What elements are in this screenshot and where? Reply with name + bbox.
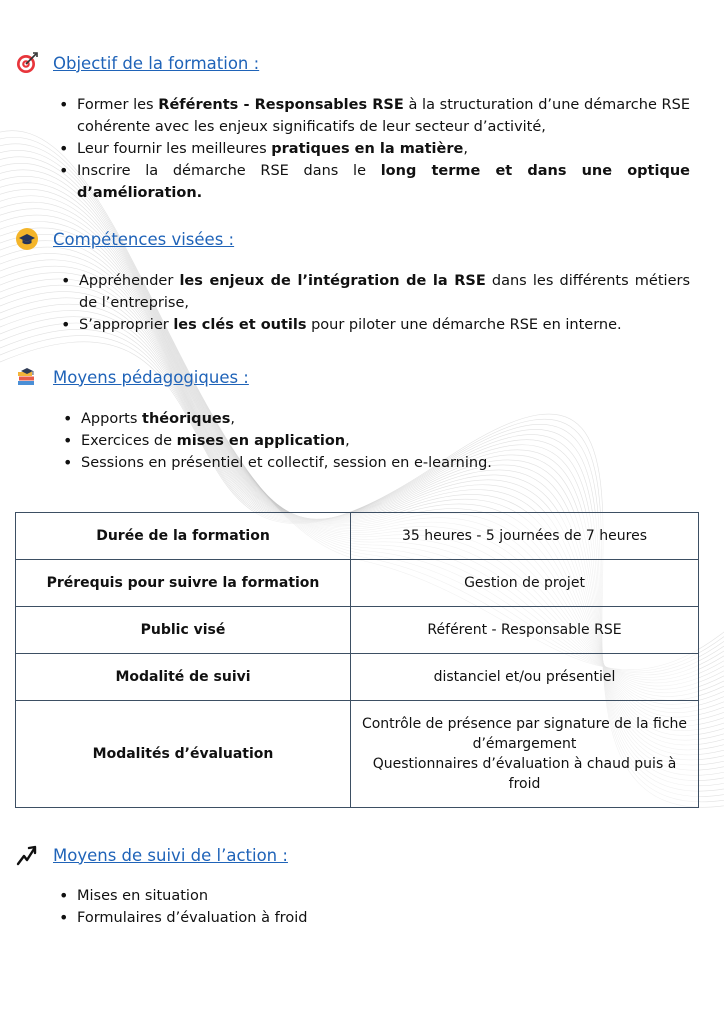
list-item <box>59 160 690 204</box>
text-segment: Leur fournir les meilleures <box>77 141 272 157</box>
bold-text: les enjeux de l’intégration de la RSE <box>179 273 486 289</box>
text-segment: Inscrire la démarche RSE dans le <box>77 163 381 179</box>
text-segment: Apports <box>81 411 143 427</box>
trend-arrow-icon <box>14 842 40 868</box>
section-suivi-title: Moyens de suivi de l’action : <box>53 845 288 865</box>
list-item <box>63 452 690 474</box>
table-value-line: Questionnaires d’évaluation à chaud puis à froid <box>372 756 677 792</box>
section-suivi-header <box>14 842 288 868</box>
table-label-cell: Modalité de suivi <box>16 654 351 701</box>
bold-text: long terme et dans une optique d’amélioration. <box>77 163 690 201</box>
table-row <box>16 607 699 654</box>
list-item <box>59 907 690 929</box>
list-item <box>63 408 690 430</box>
list-item <box>59 94 690 138</box>
text-segment: S’approprier <box>79 317 174 333</box>
bold-text: pratiques en la matière <box>271 141 464 157</box>
text-segment: , <box>463 141 468 157</box>
table-row <box>16 701 699 808</box>
table-row <box>16 560 699 607</box>
section-objectif-title: Objectif de la formation : <box>53 53 260 73</box>
section-moyens-title: Moyens pédagogiques : <box>53 367 249 387</box>
table-value-cell: Gestion de projet <box>351 560 699 607</box>
text-segment: dans les différents métiers de l’entreprise, <box>79 273 690 311</box>
list-item <box>59 885 690 907</box>
section-competences-title: Compétences visées : <box>53 229 235 249</box>
table-value-cell <box>351 701 699 808</box>
formation-info-table <box>15 512 699 808</box>
text-segment: Mises en situation <box>77 888 209 904</box>
table-value-cell: 35 heures - 5 journées de 7 heures <box>351 513 699 560</box>
moyens-list <box>63 408 690 474</box>
text-segment: , <box>230 411 235 427</box>
suivi-list <box>59 885 690 929</box>
table-label-cell: Durée de la formation <box>16 513 351 560</box>
competences-list <box>61 270 690 336</box>
text-segment: Exercices de <box>81 433 177 449</box>
bold-text: théoriques <box>142 411 231 427</box>
table-label-cell: Public visé <box>16 607 351 654</box>
list-item <box>63 430 690 452</box>
table-row <box>16 513 699 560</box>
table-value-cell: distanciel et/ou présentiel <box>351 654 699 701</box>
objectif-list <box>59 94 690 204</box>
text-segment: Appréhender <box>79 273 180 289</box>
bold-text: mises en application <box>176 433 346 449</box>
bold-text: Référents - Responsables RSE <box>158 97 404 113</box>
books-icon <box>14 364 40 390</box>
table-label-cell: Prérequis pour suivre la formation <box>16 560 351 607</box>
section-objectif-header <box>14 50 259 76</box>
list-item <box>61 314 690 336</box>
text-segment: Former les <box>77 97 159 113</box>
section-competences-header <box>14 226 234 252</box>
list-item <box>59 138 690 160</box>
table-row <box>16 654 699 701</box>
table-label-cell: Modalités d’évaluation <box>16 701 351 808</box>
section-moyens-header <box>14 364 249 390</box>
graduation-cap-icon <box>14 226 40 252</box>
bold-text: les clés et outils <box>173 317 307 333</box>
table-value-cell: Référent - Responsable RSE <box>351 607 699 654</box>
text-segment: Formulaires d’évaluation à froid <box>77 910 308 926</box>
target-icon <box>14 50 40 76</box>
text-segment: , <box>345 433 350 449</box>
text-segment: à la structuration d’une démarche RSE cohérente avec les enjeux significatifs de leur secteur d’activité, <box>77 97 690 135</box>
list-item <box>61 270 690 314</box>
text-segment: pour piloter une démarche RSE en interne. <box>306 317 622 333</box>
text-segment: Sessions en présentiel et collectif, session en e-learning. <box>81 455 492 471</box>
table-value-line: Contrôle de présence par signature de la fiche d’émargement <box>361 716 688 752</box>
